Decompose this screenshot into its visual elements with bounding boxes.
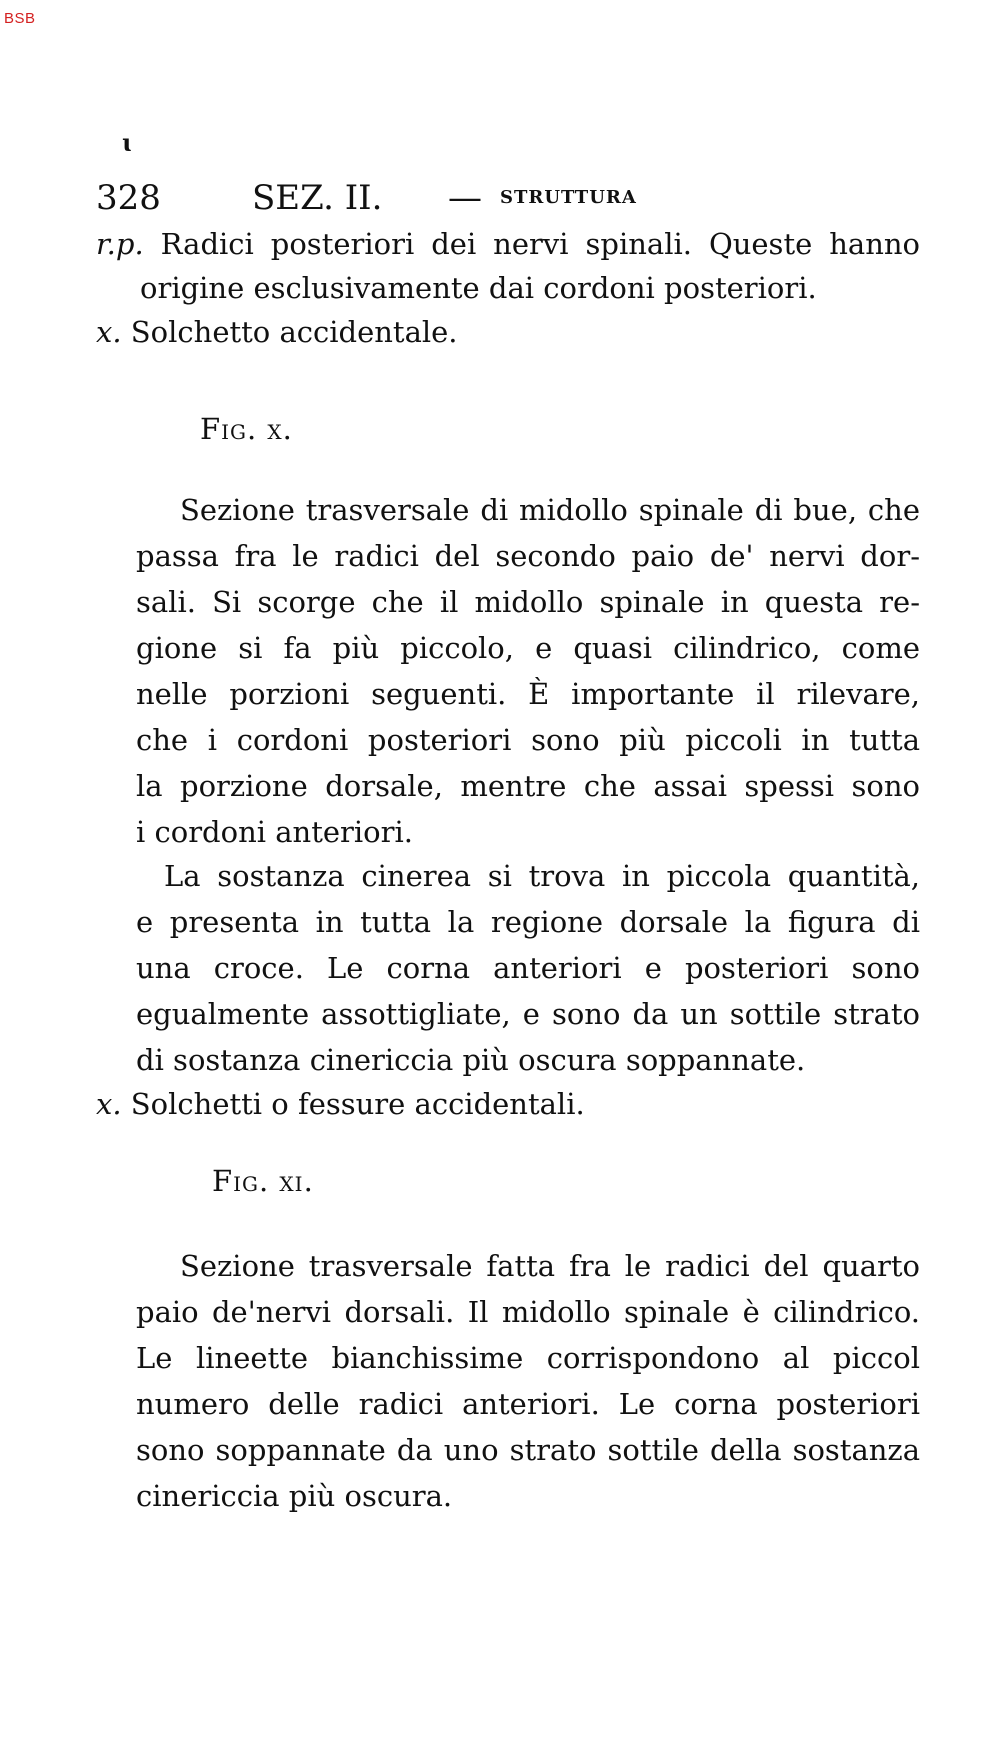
fig10-para1-line: la porzione dorsale, mentre che assai spessi sono — [136, 769, 920, 803]
fig10-para2-line: e presenta in tutta la regione dorsale la figura di — [136, 905, 920, 939]
entry-rp-line2: origine esclusivamente dai cordoni posteriori. — [140, 271, 817, 305]
entry-rp-line1 — [96, 226, 920, 262]
fig11-para-line: Le lineette bianchissime corrispondono al piccol — [136, 1341, 920, 1375]
figure-heading-xi: Fig. xi. — [212, 1164, 314, 1198]
fig10-para1-line: passa fra le radici del secondo paio de' nervi dor- — [136, 539, 920, 573]
fig10-entry-x — [96, 1086, 585, 1122]
entry-x-line — [96, 314, 458, 350]
fig11-para-line: sono soppannate da uno strato sottile della sostanza — [136, 1433, 920, 1467]
fig11-para-line: paio de'nervi dorsali. Il midollo spinale è cilindrico. — [136, 1295, 920, 1329]
entry-label: x. — [96, 1087, 122, 1121]
fig10-para1-line: nelle porzioni seguenti. È importante il rilevare, — [136, 677, 920, 711]
fig10-para1-line: gione si fa più piccolo, e quasi cilindrico, come — [136, 631, 920, 665]
figure-heading-x: Fig. x. — [200, 412, 293, 446]
fig10-para2-line: una croce. Le corna anteriori e posteriori sono — [136, 951, 920, 985]
section-label: SEZ. II. — [252, 178, 383, 218]
fig10-para2-line: egualmente assottigliate, e sono da un sottile strato — [136, 997, 920, 1031]
fig10-para1-line: Sezione trasversale di midollo spinale di bue, che — [180, 493, 920, 527]
entry-text: Solchetti o fessure accidentali. — [130, 1087, 585, 1121]
stray-ink-mark: ɩ — [122, 128, 132, 157]
entry-text: Radici posteriori dei nervi spinali. Queste hanno — [160, 227, 921, 261]
fig11-para-line: cinericcia più oscura. — [136, 1479, 453, 1513]
entry-text: Solchetto accidentale. — [130, 315, 458, 349]
fig10-para1-line: che i cordoni posteriori sono più piccoli in tutta — [136, 723, 920, 757]
page-header — [96, 178, 916, 218]
running-title: STRUTTURA — [500, 187, 637, 208]
fig11-para-line: Sezione trasversale fatta fra le radici del quarto — [180, 1249, 920, 1283]
fig11-para-line: numero delle radici anteriori. Le corna posteriori — [136, 1387, 920, 1421]
fig10-para1-line: sali. Si scorge che il midollo spinale in questa re- — [136, 585, 920, 619]
entry-label: r.p. — [96, 227, 144, 261]
fig10-para2-line: La sostanza cinerea si trova in piccola quantità, — [164, 859, 920, 893]
header-dash: — — [448, 178, 482, 218]
fig10-para2-line: di sostanza cinericcia più oscura soppannate. — [136, 1043, 806, 1077]
library-watermark: BSB — [4, 10, 36, 27]
entry-label: x. — [96, 315, 122, 349]
fig10-para1-line: i cordoni anteriori. — [136, 815, 413, 849]
page-number: 328 — [96, 178, 161, 218]
